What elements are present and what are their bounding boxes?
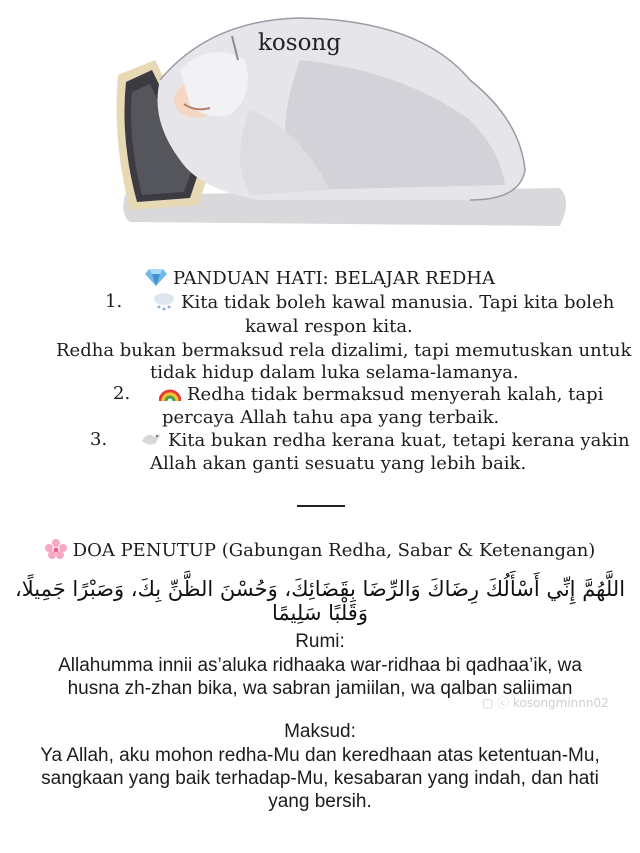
diamond-icon xyxy=(145,267,167,287)
maksud-line1: Ya Allah, aku mohon redha-Mu dan keredhaan atas ketentuan-Mu, xyxy=(40,745,600,766)
rumi-line2: husna zh-zhan bika, wa sabran jamiilan, wa qalban saliiman xyxy=(67,678,573,699)
item-2-line2: percaya Allah tahu apa yang terbaik. xyxy=(162,407,500,428)
item-number-2: 2. xyxy=(113,383,131,404)
maksud-line2: sangkaan yang baik terhadap-Mu, kesabaran yang indah, dan hati xyxy=(41,768,599,789)
note-line2: tidak hidup dalam luka selama-lamanya. xyxy=(150,362,519,383)
watermark: ▢ ⓒ kosongminnn02 xyxy=(482,696,609,710)
section2-heading: DOA PENUTUP (Gabungan Redha, Sabar & Ketenangan) xyxy=(0,539,640,562)
cherry-blossom-icon xyxy=(45,539,67,559)
section-divider xyxy=(297,505,345,507)
section1-heading: PANDUAN HATI: BELAJAR REDHA xyxy=(0,267,640,290)
arabic-prayer: اللَّهُمَّ إِنِّي أَسْأَلُكَ رِضَاكَ وَالرِّضَا بِقَضَائِكَ، وَحُسْنَ الظَّنِّ بِكَ، وَصَبْرًا جَمِيلًا، وَقَلْبًا سَلِيمًا xyxy=(14,577,626,625)
note-line1: Redha bukan bermaksud rela dizalimi, tapi memutuskan untuk xyxy=(56,340,632,361)
item-1-line1: Kita tidak boleh kawal manusia. Tapi kita boleh xyxy=(153,291,614,314)
maksud-label: Maksud: xyxy=(284,721,356,742)
item-number-3: 3. xyxy=(90,429,108,450)
rumi-line1: Allahumma innii as’aluka ridhaaka war-ridhaa bi qadhaa’ik, wa xyxy=(58,655,582,676)
snow-cloud-icon xyxy=(153,291,175,311)
item-1-line2: kawal respon kita. xyxy=(245,316,413,337)
item-3-line2: Allah akan ganti sesuatu yang lebih baik. xyxy=(150,453,527,474)
item-number-1: 1. xyxy=(105,291,123,312)
dove-icon xyxy=(140,429,162,449)
illustration-caption: kosong xyxy=(258,30,341,56)
maksud-line3: yang bersih. xyxy=(268,791,372,812)
rainbow-icon xyxy=(159,383,181,403)
item-3-line1: Kita bukan redha kerana kuat, tetapi kerana yakin xyxy=(140,429,630,452)
rumi-label: Rumi: xyxy=(295,631,345,652)
item-2-line1: Redha tidak bermaksud menyerah kalah, tapi xyxy=(159,383,603,406)
